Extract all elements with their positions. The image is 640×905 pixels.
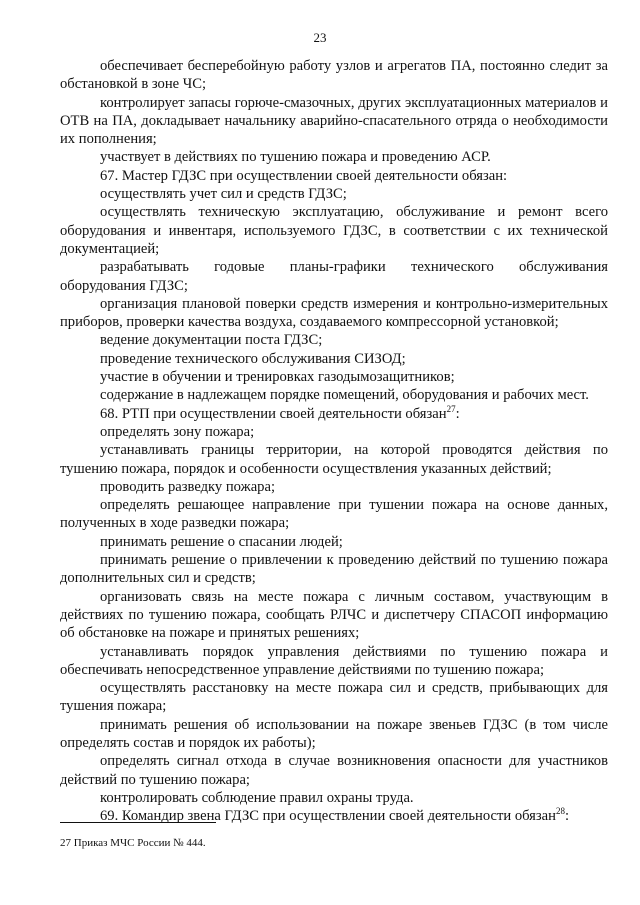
paragraph: участие в обучении и тренировках газодымозащитников; — [100, 369, 455, 386]
paragraph: контролирует запасы горюче-смазочных, других эксплуатационных материалов и ОТВ на ПА, докладывает начальнику аварийно-спасательного отряда о необходимости их пополнения; — [60, 94, 608, 148]
footnote-ref: 27 — [446, 403, 456, 414]
section-heading-68: 68. РТП при осуществлении своей деятельности обязан$^{27}$: — [100, 403, 460, 422]
section-heading-67: 67. Мастер ГДЗС при осуществлении своей деятельности обязан: — [100, 167, 508, 184]
paragraph: ведение документации поста ГДЗС; — [100, 332, 323, 349]
paragraph: принимать решения об использовании на пожаре звеньев ГДЗС (в том числе определять состав и порядок их работы); — [60, 716, 608, 751]
paragraph: организация плановой поверки средств измерения и контрольно-измерительных приборов, проверки качества воздуха, создаваемого компрессорной установкой; — [60, 295, 608, 331]
paragraph: обеспечивает бесперебойную работу узлов и агрегатов ПА, постоянно следит за обстановкой в зоне ЧС; — [60, 58, 608, 93]
paragraph: осуществлять учет сил и средств ГДЗС; — [100, 186, 347, 203]
document-body — [60, 57, 608, 825]
paragraph: принимать решение о спасании людей; — [100, 533, 343, 550]
paragraph: принимать решение о привлечении к проведению действий по тушению пожара дополнительных сил и средств; — [60, 552, 608, 587]
paragraph: проводить разведку пожара; — [100, 478, 276, 495]
paragraph: осуществлять расстановку на месте пожара сил и средств, прибывающих для тушения пожара; — [60, 680, 608, 715]
paragraph: устанавливать границы территории, на которой проводятся действия по тушению пожара, порядок и особенности осуществления указанных действий; — [60, 442, 608, 477]
paragraph: устанавливать порядок управления действиями по тушению пожара и обеспечивать непосредственное управление действиями по тушению пожара; — [60, 643, 608, 678]
paragraph: определять сигнал отхода в случае возникновения опасности для участников действий по тушению пожара; — [60, 753, 608, 788]
paragraph: контролировать соблюдение правил охраны труда. — [100, 789, 414, 806]
footnote-ref: 28 — [555, 806, 565, 817]
paragraph: участвует в действиях по тушению пожара и проведению АСР. — [100, 149, 491, 166]
paragraph: осуществлять техническую эксплуатацию, обслуживание и ремонт всего оборудования и инвентаря, используемого ГДЗС, в соответствии с их технической документацией; — [60, 204, 608, 257]
paragraph: разрабатывать годовые планы-графики технического обслуживания оборудования ГДЗС; — [60, 259, 608, 294]
section-heading-69: 69. Командир звена ГДЗС при осуществлении своей деятельности обязан$^{28}$: — [100, 806, 570, 825]
paragraph: определять решающее направление при тушении пожара на основе данных, полученных в ходе разведки пожара; — [60, 497, 608, 532]
footnote: 27 Приказ МЧС России № 444. — [60, 837, 206, 849]
page-number: 23 — [313, 30, 327, 45]
paragraph: содержание в надлежащем порядке помещений, оборудования и рабочих мест. — [100, 387, 589, 404]
footnote-divider — [60, 822, 216, 823]
paragraph: проведение технического обслуживания СИЗОД; — [100, 350, 406, 367]
paragraph: организовать связь на месте пожара с личным составом, участвующим в действиях по тушению пожара, сообщать РЛЧС и диспетчеру СПАСОП информацию об обстановке на пожаре и принятых решениях; — [60, 588, 608, 642]
paragraph: определять зону пожара; — [100, 423, 255, 440]
